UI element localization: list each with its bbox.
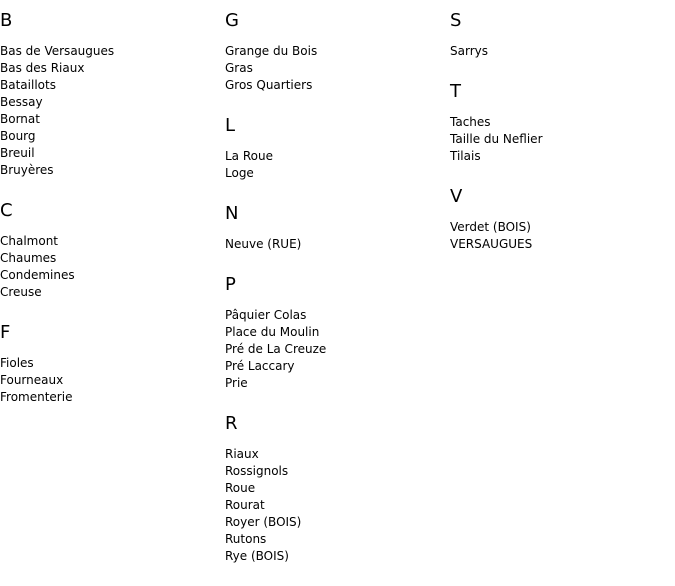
index-column-1	[0, 9, 220, 426]
place-name-link[interactable]: Rossignols	[225, 464, 289, 478]
index-column-2	[225, 9, 445, 585]
letter-group	[225, 114, 445, 182]
index-column-3	[450, 9, 670, 273]
letter-group	[0, 321, 220, 406]
place-name-list	[225, 43, 445, 94]
letter-heading: L	[225, 115, 236, 136]
place-name-link[interactable]: Fourneaux	[0, 373, 64, 387]
letter-heading: N	[225, 203, 239, 224]
place-name-link[interactable]: Verdet (BOIS)	[450, 220, 531, 234]
place-name-link[interactable]: Pré de La Creuze	[225, 342, 327, 356]
letter-group	[0, 9, 220, 179]
letter-group	[225, 9, 445, 94]
letter-heading: B	[0, 10, 13, 31]
place-name-link[interactable]: Chalmont	[0, 234, 59, 248]
letter-group	[225, 202, 445, 253]
place-name-list	[225, 446, 445, 565]
place-name-link[interactable]: Sarrys	[450, 44, 488, 58]
place-name-link[interactable]: Breuil	[0, 146, 35, 160]
letter-group	[450, 80, 670, 165]
place-name-link[interactable]: Taches	[450, 115, 491, 129]
place-name-link[interactable]: Royer (BOIS)	[225, 515, 302, 529]
place-name-link[interactable]: Grange du Bois	[225, 44, 318, 58]
place-name-link[interactable]: Bourg	[0, 129, 36, 143]
place-name-link[interactable]: Bas de Versaugues	[0, 44, 115, 58]
place-name-link[interactable]: Tilais	[450, 149, 481, 163]
place-name-link[interactable]: Riaux	[225, 447, 259, 461]
place-name-link[interactable]: Fromenterie	[0, 390, 73, 404]
letter-group	[0, 199, 220, 301]
place-name-link[interactable]: Pré Laccary	[225, 359, 295, 373]
place-name-list	[0, 355, 220, 406]
place-name-link[interactable]: Condemines	[0, 268, 75, 282]
letter-heading: F	[0, 322, 11, 343]
place-name-link[interactable]: Creuse	[0, 285, 42, 299]
place-name-list	[225, 148, 445, 182]
place-name-link[interactable]: Loge	[225, 166, 254, 180]
letter-heading: V	[450, 186, 463, 207]
place-name-link[interactable]: Bornat	[0, 112, 40, 126]
letter-group	[450, 185, 670, 253]
place-name-list	[450, 114, 670, 165]
letter-heading: T	[450, 81, 461, 102]
place-name-link[interactable]: Rourat	[225, 498, 265, 512]
place-name-link[interactable]: Bessay	[0, 95, 43, 109]
letter-group	[225, 412, 445, 565]
letter-group	[225, 273, 445, 392]
place-name-link[interactable]: Pâquier Colas	[225, 308, 307, 322]
place-name-link[interactable]: Taille du Neflier	[450, 132, 543, 146]
place-name-list	[225, 307, 445, 392]
place-name-link[interactable]: La Roue	[225, 149, 273, 163]
place-name-link[interactable]: Gros Quartiers	[225, 78, 313, 92]
letter-heading: R	[225, 413, 238, 434]
place-name-link[interactable]: Fioles	[0, 356, 34, 370]
place-name-link[interactable]: Rutons	[225, 532, 267, 546]
place-name-link[interactable]: Place du Moulin	[225, 325, 320, 339]
place-name-link[interactable]: Prie	[225, 376, 248, 390]
place-name-list	[225, 236, 445, 253]
letter-heading: C	[0, 200, 13, 221]
letter-heading: S	[450, 10, 462, 31]
letter-heading: P	[225, 274, 236, 295]
place-name-link[interactable]: Bruyères	[0, 163, 54, 177]
place-name-list	[0, 43, 220, 179]
place-name-list	[0, 233, 220, 301]
letter-heading: G	[225, 10, 239, 31]
place-name-link[interactable]: Chaumes	[0, 251, 57, 265]
place-name-link[interactable]: VERSAUGUES	[450, 237, 533, 251]
place-name-list	[450, 219, 670, 253]
place-name-link[interactable]: Bataillots	[0, 78, 56, 92]
place-name-link[interactable]: Gras	[225, 61, 253, 75]
place-name-link[interactable]: Roue	[225, 481, 256, 495]
letter-group	[450, 9, 670, 60]
place-name-link[interactable]: Rye (BOIS)	[225, 549, 289, 563]
place-name-list	[450, 43, 670, 60]
place-name-link[interactable]: Neuve (RUE)	[225, 237, 302, 251]
place-name-link[interactable]: Bas des Riaux	[0, 61, 85, 75]
